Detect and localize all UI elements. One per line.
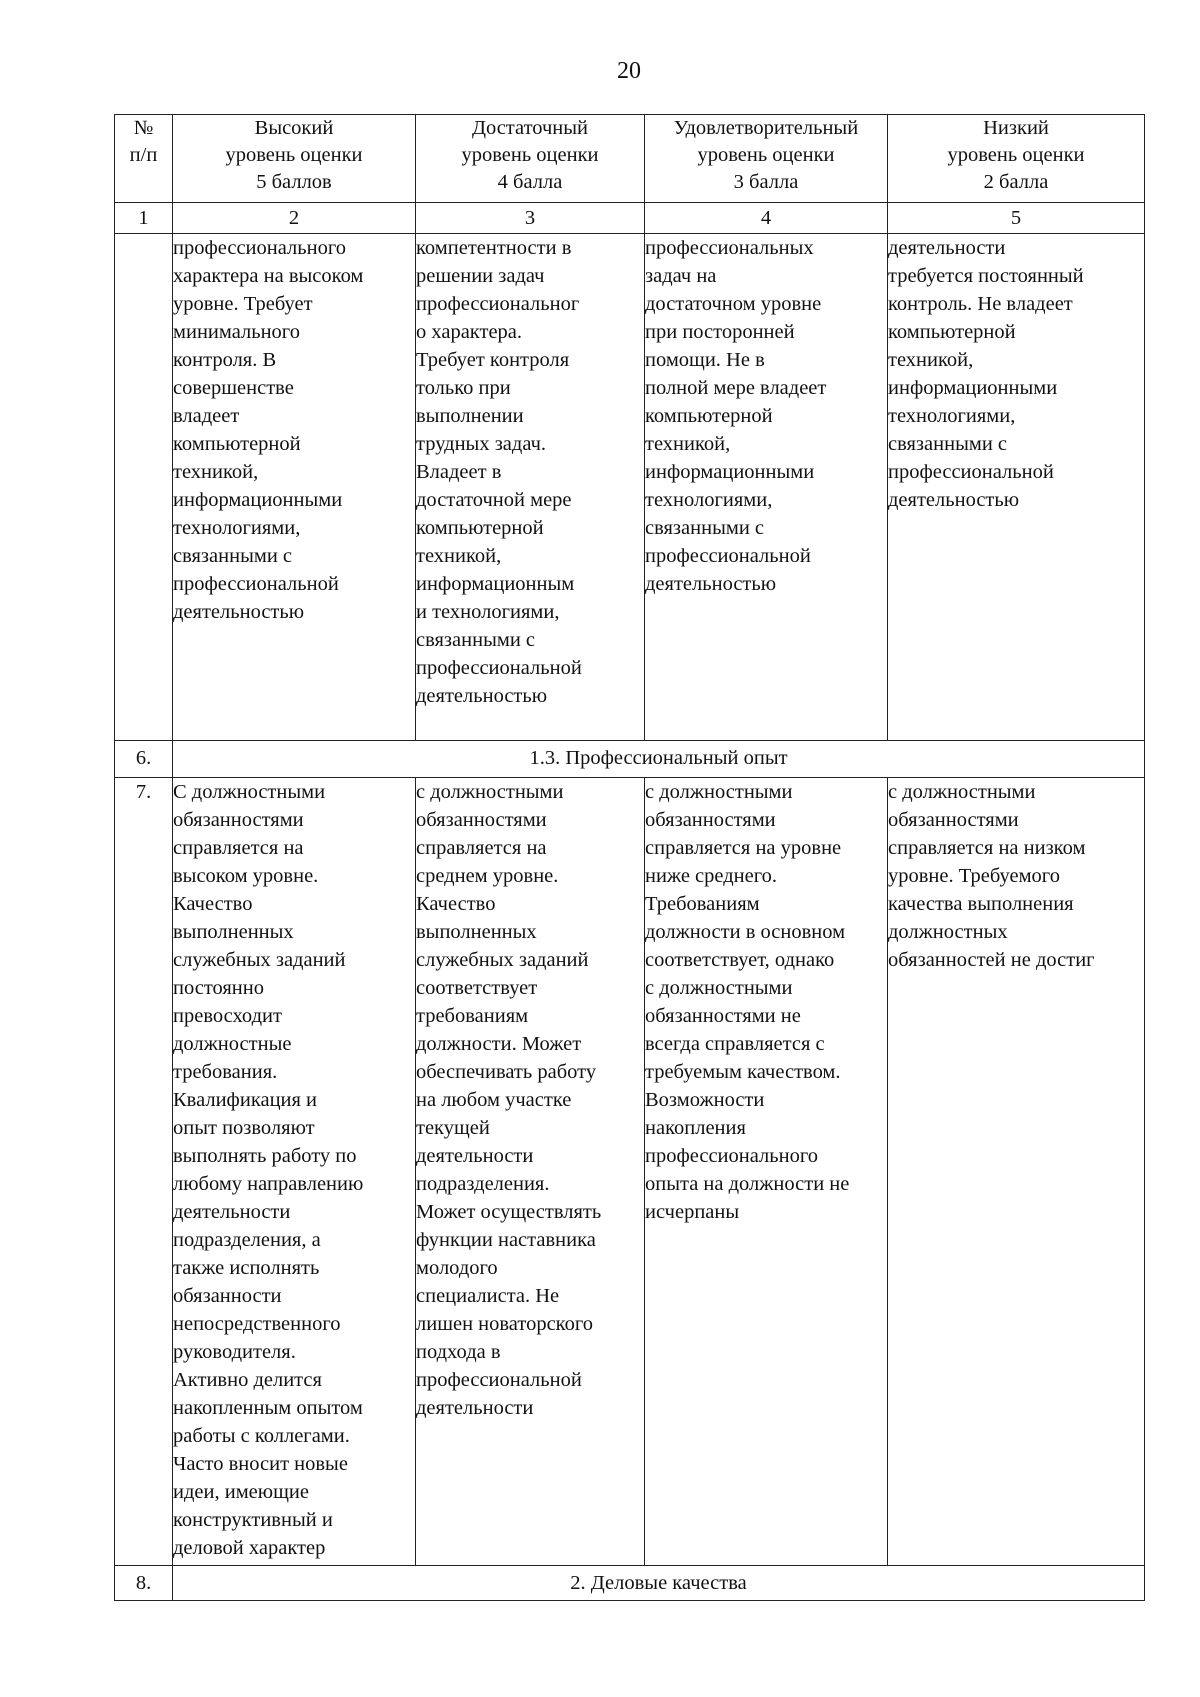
text-line: Удовлетворительный [673,117,859,139]
text-line: соответствует [416,977,538,999]
cell-high [173,778,416,1566]
text-line: деловой характер [173,1537,326,1559]
text-line: уровень оценки [697,144,835,166]
text-line: уровень оценки [947,144,1085,166]
text-line: С должностными [173,781,326,803]
text-line: Активно делится [173,1369,322,1391]
text-line: на любом участке [416,1089,572,1111]
text-line: связанными с [416,629,536,651]
text-line: справляется на [173,837,304,859]
section-title: 1.3. Профессиональный опыт [173,741,1145,778]
text-line: деятельности [173,1201,291,1223]
text-line: технологиями, [645,489,773,511]
text-line: профессиональног [416,293,580,315]
page-number: 20 [617,58,641,84]
text-line: высоком уровне. [173,865,319,887]
text-line: контроль. Не владеет [888,293,1073,315]
text-line: подхода в [416,1341,501,1363]
text-line: Достаточный [471,117,589,139]
text-line: накопленным опытом [173,1397,363,1419]
text-line: превосходит [173,1005,282,1027]
text-line: техникой, [173,461,259,483]
text-line: ниже среднего. [645,865,778,887]
text-line: совершенстве [173,377,294,399]
text-line: всегда справляется с [645,1033,825,1055]
text-line: опыт позволяют [173,1117,315,1139]
text-line: информационным [416,573,575,595]
text-line: помощи. Не в [645,349,765,371]
text-line: Требует контроля [416,349,570,371]
text-line: деятельности [416,1397,534,1419]
text-line: Высокий [254,117,334,139]
text-line: Может осуществлять [416,1201,602,1223]
text-line: задач на [645,265,717,287]
text-line: среднем уровне. [416,865,559,887]
text-line: № [133,117,154,139]
header-sufficient-level [416,115,645,203]
text-line: должности. Может [416,1033,582,1055]
text-line: накопления [645,1117,746,1139]
text-line: текущей [416,1117,490,1139]
text-line: характера на высоком [173,265,364,287]
header-high-level [173,115,416,203]
text-line: Качество [173,893,253,915]
text-line: с должностными [645,977,793,999]
header-index-cell [115,115,173,203]
text-line: выполнении [416,405,524,427]
text-line: техникой, [416,545,502,567]
text-line: обязанностями [888,809,1019,831]
column-number: 1 [115,203,173,234]
text-line: справляется на [416,837,547,859]
section-row-business-qualities [115,1566,1145,1601]
cell-sufficient [416,234,645,741]
text-line: также исполнять [173,1257,320,1279]
text-line: Качество [416,893,496,915]
text-line: обязанностями [645,809,776,831]
column-number-row [115,203,1145,234]
text-line: достаточном уровне [645,293,822,315]
text-line: уровень оценки [225,144,363,166]
text-line: с должностными [416,781,564,803]
text-line: работы с коллегами. [173,1425,350,1447]
column-number: 4 [645,203,888,234]
text-line: уровень оценки [461,144,599,166]
text-line: выполнять работу по [173,1145,357,1167]
text-line: справляется на уровне [645,837,842,859]
text-line: молодого [416,1257,498,1279]
text-line: о характера. [416,321,523,343]
text-line: компьютерной [645,405,773,427]
text-line: трудных задач. [416,433,547,455]
text-line: только при [416,377,511,399]
text-line: 2 балла [983,171,1049,193]
text-line: лишен новаторского [416,1313,593,1335]
text-line: 4 балла [497,171,563,193]
text-line: при посторонней [645,321,795,343]
text-line: качества выполнения [888,893,1074,915]
text-line: контроля. В [173,349,277,371]
cell-low [888,778,1145,1566]
text-line: компьютерной [416,517,544,539]
section-row-professional-experience [115,741,1145,778]
text-line: деятельности [888,237,1006,259]
column-number: 5 [888,203,1145,234]
text-line: связанными с [888,433,1008,455]
text-line: связанными с [645,517,765,539]
text-line: 5 баллов [256,171,332,193]
text-line: конструктивный и [173,1509,333,1531]
text-line: обязанностями не [645,1005,801,1027]
text-line: руководителя. [173,1341,296,1363]
header-low-level [888,115,1145,203]
text-line: деятельностью [888,489,1020,511]
text-line: подразделения, а [173,1229,321,1251]
row-index: 8. [115,1566,173,1601]
text-line: компьютерной [888,321,1016,343]
text-line: достаточной мере [416,489,572,511]
text-line: решении задач [416,265,545,287]
column-number: 3 [416,203,645,234]
text-line: профессиональной [416,1369,582,1391]
text-line: выполненных [173,921,294,943]
text-line: и технологиями, [416,601,560,623]
text-line: деятельности [416,1145,534,1167]
text-line: обязанностей не достиг [888,949,1095,971]
text-line: должностные [173,1033,292,1055]
text-line: профессиональной [888,461,1054,483]
text-line: Возможности [645,1089,765,1111]
text-line: профессиональной [173,573,339,595]
text-line: Требованиям [645,893,760,915]
text-line: специалиста. Не [416,1285,560,1307]
cell-high [173,234,416,741]
text-line: минимального [173,321,300,343]
cell-low [888,234,1145,741]
text-line: 3 балла [733,171,799,193]
text-line: с должностными [645,781,793,803]
text-line: требуется постоянный [888,265,1084,287]
text-line: компьютерной [173,433,301,455]
text-line: деятельностью [416,685,548,707]
header-satisfactory-level [645,115,888,203]
text-line: профессионального [173,237,346,259]
text-line: служебных заданий [416,949,589,971]
text-line: обязанностями [173,809,304,831]
text-line: деятельностью [173,601,305,623]
row-index: 6. [115,741,173,778]
table-row-7 [115,778,1145,1566]
text-line: служебных заданий [173,949,346,971]
text-line: технологиями, [888,405,1016,427]
section-title: 2. Деловые качества [173,1566,1145,1601]
text-line: профессионального [645,1145,818,1167]
text-line: функции наставника [416,1229,596,1251]
text-line: непосредственного [173,1313,341,1335]
row-index [115,234,173,741]
text-line: обеспечивать работу [416,1061,597,1083]
text-line: выполненных [416,921,537,943]
text-line: уровне. Требуемого [888,865,1060,887]
text-line: полной мере владеет [645,377,827,399]
text-line: исчерпаны [645,1201,740,1223]
text-line: справляется на низком [888,837,1086,859]
text-line: профессиональной [416,657,582,679]
row-index: 7. [115,778,173,1566]
text-line: п/п [129,144,158,166]
text-line: идеи, имеющие [173,1481,309,1503]
column-number: 2 [173,203,416,234]
text-line: с должностными [888,781,1036,803]
text-line: обязанности [173,1285,282,1307]
text-line: профессиональных [645,237,814,259]
text-line: профессиональной [645,545,811,567]
text-line: техникой, [645,433,731,455]
text-line: Квалификация и [173,1089,318,1111]
cell-satisfactory [645,234,888,741]
text-line: соответствует, однако [645,949,835,971]
text-line: деятельностью [645,573,777,595]
text-line: информационными [888,377,1058,399]
text-line: требования. [173,1061,278,1083]
text-line: подразделения. [416,1173,550,1195]
text-line: технологиями, [173,517,301,539]
text-line: требуемым качеством. [645,1061,841,1083]
text-line: компетентности в [416,237,572,259]
table-row-continued [115,234,1145,741]
cell-sufficient [416,778,645,1566]
table-header-row [115,115,1145,203]
text-line: должности в основном [645,921,846,943]
text-line: Владеет в [416,461,502,483]
text-line: обязанностями [416,809,547,831]
text-line: уровне. Требует [173,293,313,315]
text-line: постоянно [173,977,264,999]
text-line: любому направлению [173,1173,364,1195]
text-line: информационными [173,489,343,511]
text-line: связанными с [173,545,293,567]
text-line: Часто вносит новые [173,1453,348,1475]
text-line: опыта на должности не [645,1173,850,1195]
text-line: должностных [888,921,1008,943]
text-line: требованиям [416,1005,529,1027]
assessment-table [114,114,1145,1601]
text-line: информационными [645,461,815,483]
text-line: техникой, [888,349,974,371]
text-line: владеет [173,405,240,427]
text-line: Низкий [983,117,1049,139]
cell-satisfactory [645,778,888,1566]
